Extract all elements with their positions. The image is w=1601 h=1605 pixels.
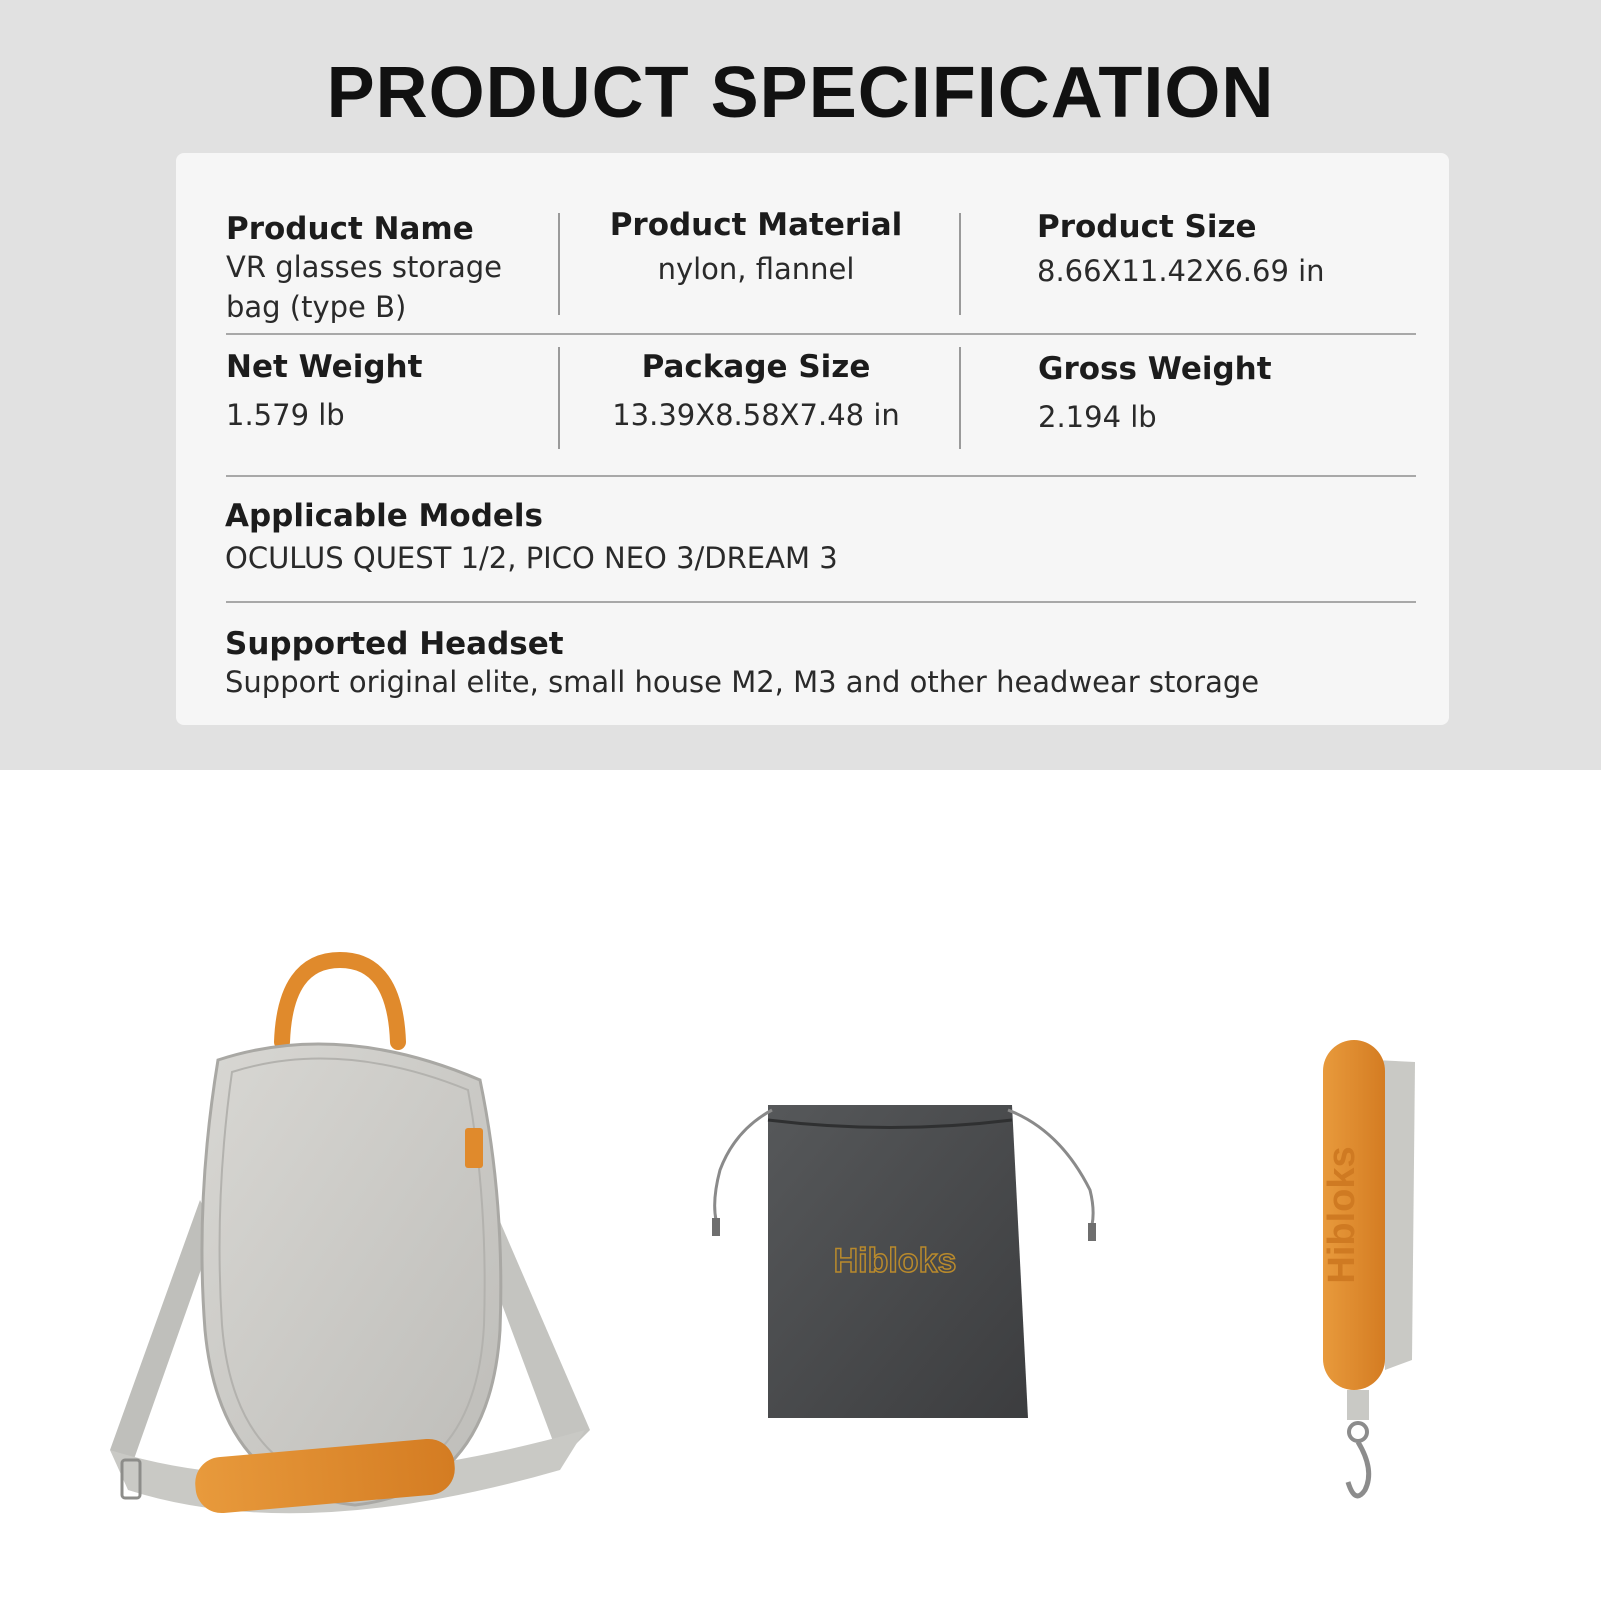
- pouch-brand-logo: Hibloks: [833, 1242, 957, 1280]
- applicable-models-cell: [225, 498, 1415, 578]
- pad-brand-logo: Hibloks: [1321, 1146, 1363, 1284]
- drawstring-pouch: [712, 1105, 1096, 1418]
- pad-strap-end: [1347, 1390, 1369, 1420]
- case-shoulder-pad: [193, 1437, 457, 1515]
- row-divider: [226, 601, 1416, 603]
- pouch-cord-end: [712, 1218, 720, 1236]
- product-size-cell: [1037, 209, 1427, 291]
- package-size-value: 13.39X8.58X7.48 in: [612, 398, 900, 432]
- column-divider: [558, 213, 560, 315]
- case-handle: [282, 960, 398, 1042]
- product-material-label: Product Material: [609, 207, 903, 243]
- product-material-cell: [571, 207, 941, 289]
- case-body: [202, 1044, 501, 1505]
- product-images: [0, 770, 1601, 1601]
- shoulder-pad: [1321, 1040, 1415, 1496]
- spec-card: [176, 153, 1449, 725]
- product-name-label: Product Name: [226, 211, 474, 247]
- net-weight-cell: [226, 349, 526, 435]
- row-divider: [226, 475, 1416, 477]
- product-name-value-line1: VR glasses storage: [226, 250, 502, 284]
- applicable-models-value: OCULUS QUEST 1/2, PICO NEO 3/DREAM 3: [225, 541, 838, 575]
- product-material-value: nylon, flannel: [657, 252, 855, 286]
- supported-headset-cell: [225, 626, 1425, 702]
- product-photos: [0, 770, 1601, 1601]
- product-name-cell: [226, 211, 526, 327]
- gross-weight-cell: [1038, 351, 1428, 437]
- column-divider: [959, 347, 961, 449]
- column-divider: [959, 213, 961, 315]
- page-title: PRODUCT SPECIFICATION: [326, 53, 1275, 133]
- package-size-label: Package Size: [641, 349, 871, 385]
- net-weight-value: 1.579 lb: [226, 398, 345, 432]
- case-strap-left: [110, 1200, 215, 1476]
- pouch-string-right: [1008, 1110, 1093, 1225]
- supported-headset-label: Supported Headset: [225, 626, 564, 662]
- product-name-value-line2: bag (type B): [226, 290, 407, 324]
- gross-weight-value: 2.194 lb: [1038, 400, 1157, 434]
- pouch-cord-end: [1088, 1223, 1096, 1241]
- supported-headset-value: Support original elite, small house M2, M3 and other headwear storage: [225, 665, 1260, 699]
- column-divider: [558, 347, 560, 449]
- applicable-models-label: Applicable Models: [225, 498, 543, 534]
- row-divider: [226, 333, 1416, 335]
- storage-case: [110, 960, 590, 1515]
- gross-weight-label: Gross Weight: [1038, 351, 1272, 387]
- product-size-value: 8.66X11.42X6.69 in: [1037, 254, 1325, 288]
- pad-ring: [1349, 1423, 1367, 1441]
- package-size-cell: [571, 349, 941, 435]
- case-side-tab: [465, 1128, 483, 1168]
- pouch-string-left: [715, 1110, 772, 1220]
- pad-snap-hook: [1348, 1442, 1369, 1496]
- product-size-label: Product Size: [1037, 209, 1257, 245]
- net-weight-label: Net Weight: [226, 349, 423, 385]
